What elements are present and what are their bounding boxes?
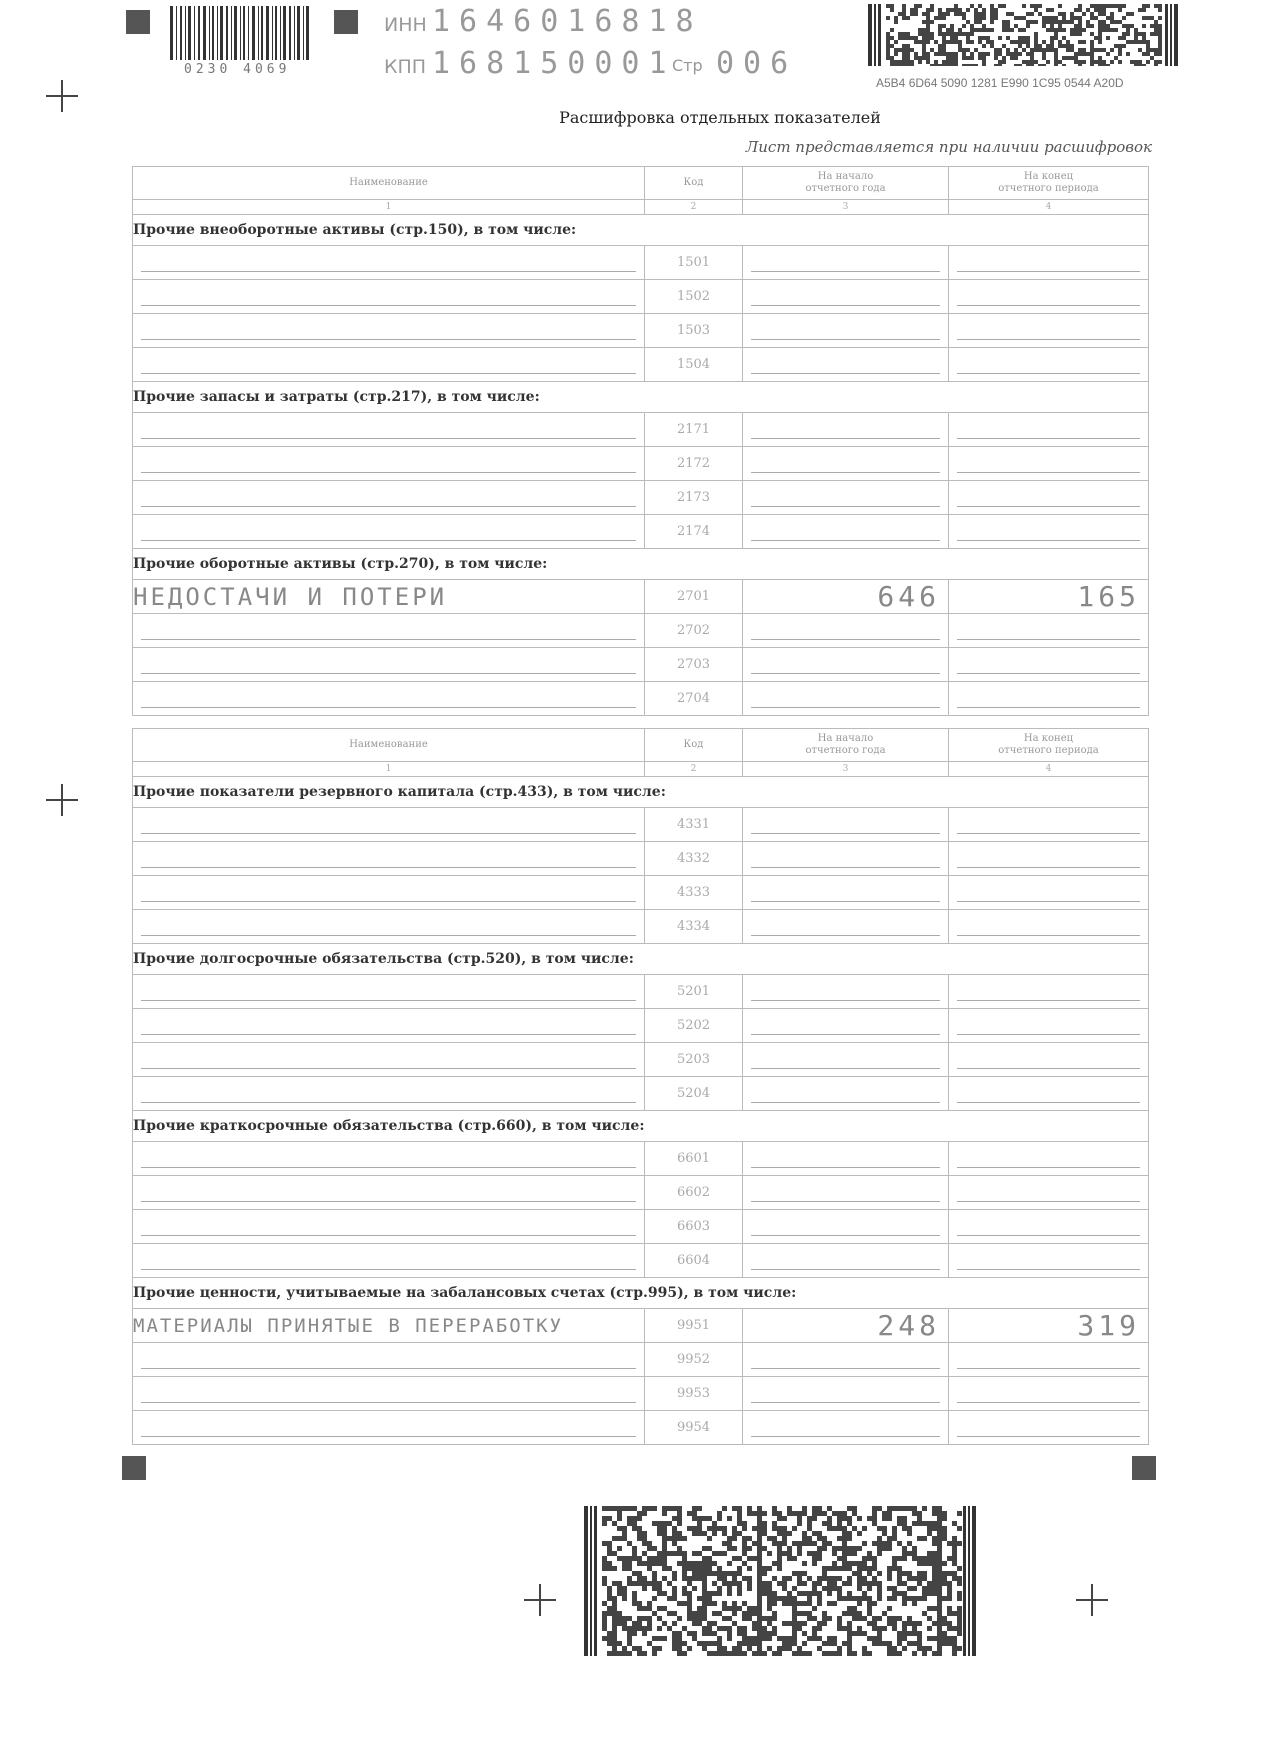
row-name[interactable]: [133, 515, 645, 549]
row-code: 5203: [645, 1043, 743, 1077]
table-row: [133, 1142, 1149, 1176]
table-row: [133, 413, 1149, 447]
table-row: [133, 1077, 1149, 1111]
col-header-end: На конец отчетного периода: [949, 729, 1149, 762]
row-name[interactable]: [133, 413, 645, 447]
row-name[interactable]: [133, 910, 645, 944]
row-name[interactable]: [133, 481, 645, 515]
col-header-code: Код: [645, 729, 743, 762]
section-header: [133, 1111, 1149, 1142]
hash-code: A5B4 6D64 5090 1281 E990 1C95 0544 A20D: [876, 76, 1124, 90]
section-title: Прочие внеоборотные активы (стр.150), в том числе:: [133, 215, 1149, 246]
row-name[interactable]: [133, 1142, 645, 1176]
kpp-value: 168150001: [432, 46, 676, 81]
row-end-value[interactable]: [949, 1343, 1149, 1377]
row-end-value[interactable]: [949, 1009, 1149, 1043]
row-name[interactable]: [133, 975, 645, 1009]
row-end-value[interactable]: [949, 413, 1149, 447]
table-row: [133, 447, 1149, 481]
row-name[interactable]: [133, 1244, 645, 1278]
table-row: [133, 1244, 1149, 1278]
row-end-value[interactable]: 165: [949, 580, 1149, 614]
row-name[interactable]: НЕДОСТАЧИ И ПОТЕРИ: [133, 580, 645, 614]
barcode-icon: [170, 6, 312, 60]
row-name[interactable]: [133, 1043, 645, 1077]
row-end-value[interactable]: [949, 842, 1149, 876]
row-start-value[interactable]: [743, 876, 949, 910]
row-start-value[interactable]: [743, 246, 949, 280]
row-end-value[interactable]: [949, 808, 1149, 842]
row-end-value[interactable]: [949, 447, 1149, 481]
section-title: Прочие оборотные активы (стр.270), в том числе:: [133, 549, 1149, 580]
row-code: 6604: [645, 1244, 743, 1278]
corner-marker-icon: [334, 10, 358, 34]
row-code: 1504: [645, 348, 743, 382]
row-code: 2704: [645, 682, 743, 716]
table-row: [133, 1210, 1149, 1244]
row-name[interactable]: [133, 1077, 645, 1111]
col-number-2: 2: [645, 200, 743, 215]
row-end-value[interactable]: [949, 1043, 1149, 1077]
2d-barcode-icon: [868, 4, 1178, 66]
row-code: 2171: [645, 413, 743, 447]
inn-label: ИНН: [384, 14, 427, 36]
row-code: 6603: [645, 1210, 743, 1244]
row-start-value[interactable]: [743, 348, 949, 382]
col-number-1: 1: [133, 200, 645, 215]
row-end-value[interactable]: [949, 314, 1149, 348]
col-header-code: Код: [645, 167, 743, 200]
row-name[interactable]: [133, 246, 645, 280]
row-start-value[interactable]: [743, 648, 949, 682]
row-code: 2174: [645, 515, 743, 549]
row-end-value[interactable]: [949, 1077, 1149, 1111]
row-start-value[interactable]: [743, 1077, 949, 1111]
row-start-value[interactable]: [743, 280, 949, 314]
row-code: 4331: [645, 808, 743, 842]
row-start-value[interactable]: 646: [743, 580, 949, 614]
col-number-4: 4: [949, 200, 1149, 215]
section-header: [133, 549, 1149, 580]
table-row: [133, 1043, 1149, 1077]
table-row: [133, 580, 1149, 614]
row-end-value[interactable]: [949, 481, 1149, 515]
table-row: [133, 1343, 1149, 1377]
row-code: 2702: [645, 614, 743, 648]
row-start-value[interactable]: [743, 1142, 949, 1176]
table-row: [133, 1411, 1149, 1445]
row-end-value[interactable]: [949, 515, 1149, 549]
row-code: 5204: [645, 1077, 743, 1111]
row-name[interactable]: МАТЕРИАЛЫ ПРИНЯТЫЕ В ПЕРЕРАБОТКУ: [133, 1309, 645, 1343]
row-name[interactable]: [133, 1210, 645, 1244]
row-start-value[interactable]: [743, 1176, 949, 1210]
section-title: Прочие долгосрочные обязательства (стр.520), в том числе:: [133, 944, 1149, 975]
row-code: 9952: [645, 1343, 743, 1377]
row-code: 2703: [645, 648, 743, 682]
row-start-value[interactable]: [743, 481, 949, 515]
table-row: [133, 246, 1149, 280]
page-title: Расшифровка отдельных показателей: [559, 108, 881, 127]
section-header: [133, 777, 1149, 808]
row-code: 5202: [645, 1009, 743, 1043]
col-number-4: 4: [949, 762, 1149, 777]
row-name[interactable]: [133, 348, 645, 382]
row-name[interactable]: [133, 648, 645, 682]
row-start-value[interactable]: [743, 1210, 949, 1244]
table-row: [133, 910, 1149, 944]
section-title: Прочие ценности, учитываемые на забалансовых счетах (стр.995), в том числе:: [133, 1278, 1149, 1309]
section-header: [133, 1278, 1149, 1309]
table-row: [133, 280, 1149, 314]
row-code: 6601: [645, 1142, 743, 1176]
col-header-start: На начало отчетного года: [743, 729, 949, 762]
row-start-value[interactable]: [743, 614, 949, 648]
barcode-number: 0230 4069: [184, 62, 291, 77]
col-header-end: На конец отчетного периода: [949, 167, 1149, 200]
row-start-value[interactable]: [743, 1244, 949, 1278]
row-start-value[interactable]: [743, 1411, 949, 1445]
row-end-value[interactable]: [949, 975, 1149, 1009]
col-number-3: 3: [743, 200, 949, 215]
page-label: Стр: [672, 56, 703, 75]
row-name[interactable]: [133, 1343, 645, 1377]
row-name[interactable]: [133, 1411, 645, 1445]
page-value: 006: [716, 46, 798, 81]
row-end-value[interactable]: [949, 1244, 1149, 1278]
row-end-value[interactable]: [949, 876, 1149, 910]
row-code: 2172: [645, 447, 743, 481]
table-row: [133, 348, 1149, 382]
row-end-value[interactable]: [949, 648, 1149, 682]
table-row: [133, 808, 1149, 842]
section-title: Прочие краткосрочные обязательства (стр.660), в том числе:: [133, 1111, 1149, 1142]
row-code: 6602: [645, 1176, 743, 1210]
col-header-start: На начало отчетного года: [743, 167, 949, 200]
row-end-value[interactable]: 319: [949, 1309, 1149, 1343]
row-start-value[interactable]: [743, 1043, 949, 1077]
table-row: [133, 1309, 1149, 1343]
row-start-value[interactable]: [743, 1009, 949, 1043]
kpp-label: КПП: [384, 56, 427, 78]
row-start-value[interactable]: [743, 842, 949, 876]
page-subtitle: Лист представляется при наличии расшифровок: [745, 138, 1152, 156]
row-start-value[interactable]: [743, 515, 949, 549]
table-row: [133, 842, 1149, 876]
inn-value: 1646016818: [432, 4, 703, 39]
row-start-value[interactable]: [743, 910, 949, 944]
table-row: [133, 648, 1149, 682]
row-end-value[interactable]: [949, 910, 1149, 944]
row-end-value[interactable]: [949, 348, 1149, 382]
row-start-value[interactable]: [743, 314, 949, 348]
col-number-3: 3: [743, 762, 949, 777]
table-row: [133, 614, 1149, 648]
table-row: [133, 975, 1149, 1009]
2d-barcode-icon: [584, 1506, 976, 1656]
row-name[interactable]: [133, 1009, 645, 1043]
row-start-value[interactable]: [743, 808, 949, 842]
row-end-value[interactable]: [949, 1377, 1149, 1411]
row-end-value[interactable]: [949, 280, 1149, 314]
row-start-value[interactable]: [743, 413, 949, 447]
row-start-value[interactable]: [743, 447, 949, 481]
row-start-value[interactable]: [743, 975, 949, 1009]
table-row: [133, 1009, 1149, 1043]
row-end-value[interactable]: [949, 1176, 1149, 1210]
row-code: 2701: [645, 580, 743, 614]
row-name[interactable]: [133, 842, 645, 876]
table-row: [133, 876, 1149, 910]
row-code: 4333: [645, 876, 743, 910]
row-code: 1502: [645, 280, 743, 314]
row-name[interactable]: [133, 808, 645, 842]
row-start-value[interactable]: 248: [743, 1309, 949, 1343]
section-title: Прочие запасы и затраты (стр.217), в том числе:: [133, 382, 1149, 413]
row-code: 5201: [645, 975, 743, 1009]
table-row: [133, 515, 1149, 549]
row-end-value[interactable]: [949, 1210, 1149, 1244]
row-name[interactable]: [133, 314, 645, 348]
table-row: [133, 481, 1149, 515]
row-name[interactable]: [133, 682, 645, 716]
col-header-name: Наименование: [133, 167, 645, 200]
row-name[interactable]: [133, 876, 645, 910]
table-assets: [132, 166, 1149, 716]
section-header: [133, 215, 1149, 246]
table-row: [133, 1176, 1149, 1210]
row-end-value[interactable]: [949, 682, 1149, 716]
row-name[interactable]: [133, 447, 645, 481]
row-code: 9953: [645, 1377, 743, 1411]
row-code: 9951: [645, 1309, 743, 1343]
col-header-name: Наименование: [133, 729, 645, 762]
row-start-value[interactable]: [743, 1343, 949, 1377]
registration-cross-icon: [46, 784, 78, 816]
col-number-1: 1: [133, 762, 645, 777]
row-end-value[interactable]: [949, 1142, 1149, 1176]
row-name[interactable]: [133, 1176, 645, 1210]
registration-cross-icon: [524, 1584, 556, 1616]
corner-marker-icon: [122, 1456, 146, 1480]
section-header: [133, 944, 1149, 975]
corner-marker-icon: [1132, 1456, 1156, 1480]
row-name[interactable]: [133, 280, 645, 314]
registration-cross-icon: [1076, 1584, 1108, 1616]
table-liabilities: [132, 728, 1149, 1445]
row-name[interactable]: [133, 1377, 645, 1411]
col-number-2: 2: [645, 762, 743, 777]
row-code: 2173: [645, 481, 743, 515]
row-start-value[interactable]: [743, 682, 949, 716]
row-code: 1503: [645, 314, 743, 348]
row-code: 9954: [645, 1411, 743, 1445]
row-end-value[interactable]: [949, 1411, 1149, 1445]
section-header: [133, 382, 1149, 413]
row-code: 4334: [645, 910, 743, 944]
section-title: Прочие показатели резервного капитала (стр.433), в том числе:: [133, 777, 1149, 808]
table-row: [133, 1377, 1149, 1411]
row-name[interactable]: [133, 614, 645, 648]
row-code: 1501: [645, 246, 743, 280]
table-row: [133, 314, 1149, 348]
table-row: [133, 682, 1149, 716]
row-code: 4332: [645, 842, 743, 876]
row-start-value[interactable]: [743, 1377, 949, 1411]
corner-marker-icon: [126, 10, 150, 34]
row-end-value[interactable]: [949, 614, 1149, 648]
row-end-value[interactable]: [949, 246, 1149, 280]
